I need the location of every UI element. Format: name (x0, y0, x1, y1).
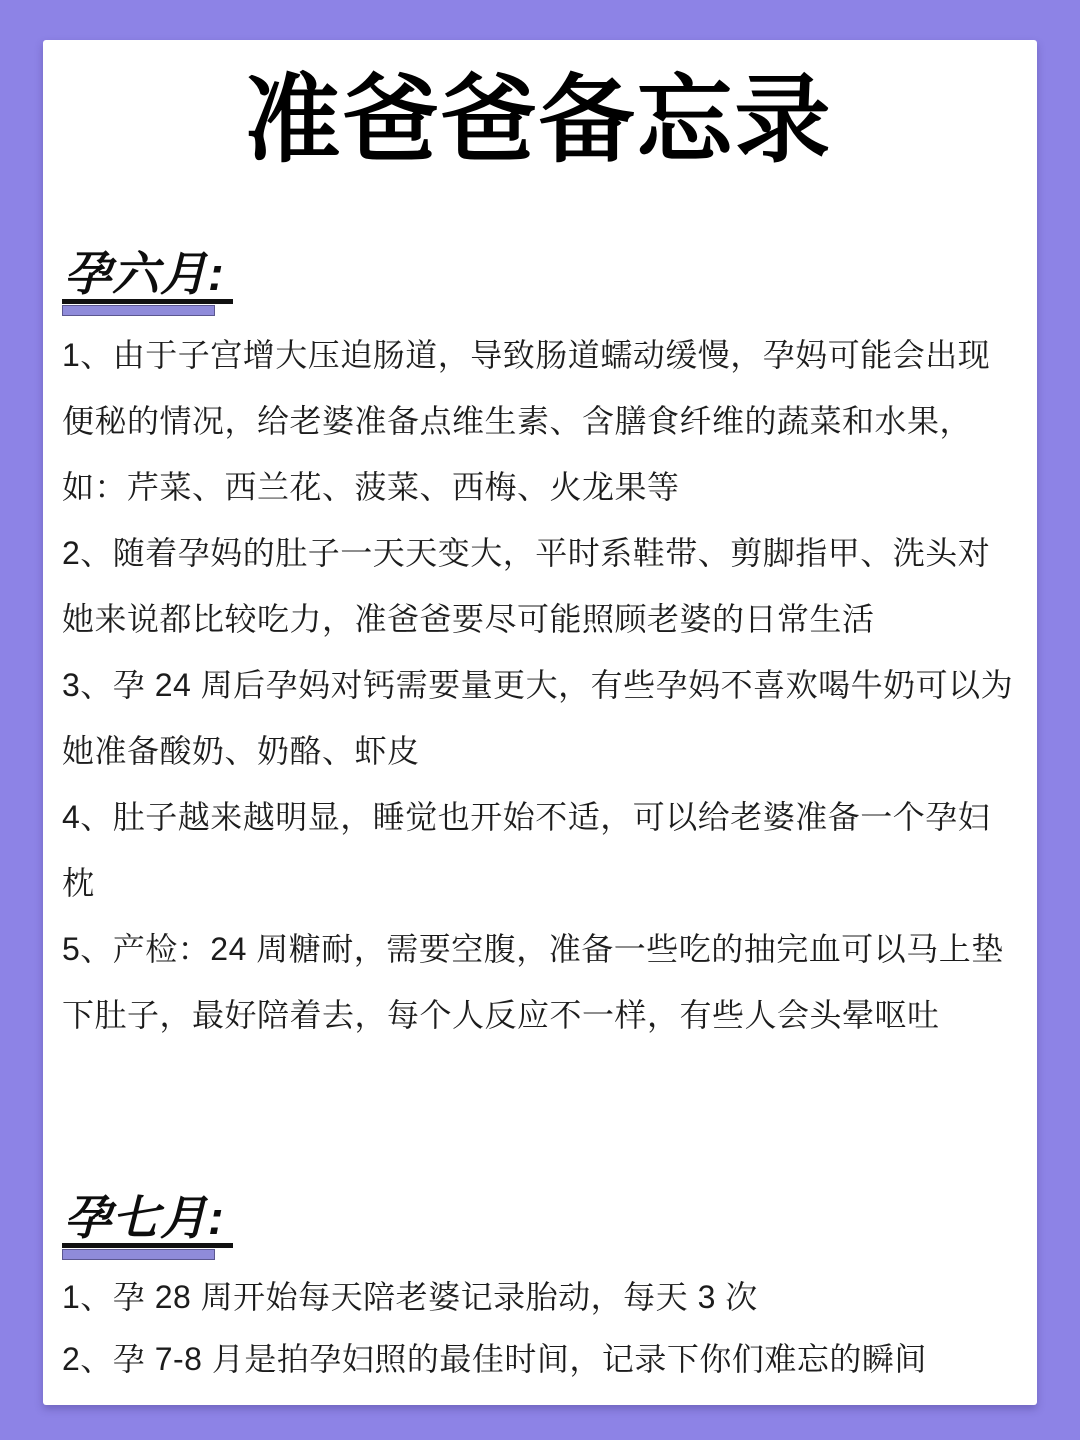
page-title: 准爸爸备忘录 (244, 67, 833, 174)
section-item-list (62, 1266, 1015, 1390)
list-item: 3、孕 24 周后孕妈对钙需要量更大，有些孕妈不喜欢喝牛奶可以为她准备酸奶、奶酪、虾皮 (62, 666, 1014, 769)
list-item: 1、由于子宫增大压迫肠道，导致肠道蠕动缓慢，孕妈可能会出现便秘的情况，给老婆准备点维生素、含膳食纤维的蔬菜和水果，如：芹菜、西兰花、菠菜、西梅、火龙果等 (62, 336, 991, 505)
heading-highlight-bar (62, 305, 215, 316)
list-item: 1、孕 28 周开始每天陪老婆记录胎动，每天 3 次 (62, 1278, 758, 1315)
section-pregnancy-month-6 (62, 246, 1015, 1048)
list-item: 4、肚子越来越明显，睡觉也开始不适，可以给老婆准备一个孕妇枕 (62, 798, 991, 901)
section-heading-wrap (62, 1190, 1015, 1260)
heading-highlight-bar (62, 1249, 215, 1260)
section-heading: 孕七月: (62, 1194, 233, 1248)
section-heading: 孕六月: (62, 250, 233, 304)
list-item: 2、随着孕妈的肚子一天天变大，平时系鞋带、剪脚指甲、洗头对她来说都比较吃力，准爸爸要尽可能照顾老婆的日常生活 (62, 534, 991, 637)
section-pregnancy-month-7 (62, 1190, 1015, 1390)
section-heading-wrap (62, 246, 1015, 316)
list-item: 5、产检：24 周糖耐，需要空腹，准备一些吃的抽完血可以马上垫下肚子，最好陪着去，每个人反应不一样，有些人会头晕呕吐 (62, 930, 1004, 1033)
list-item: 2、孕 7-8 月是拍孕妇照的最佳时间，记录下你们难忘的瞬间 (62, 1340, 927, 1377)
section-item-list (62, 322, 1015, 1048)
memo-card (43, 40, 1037, 1405)
